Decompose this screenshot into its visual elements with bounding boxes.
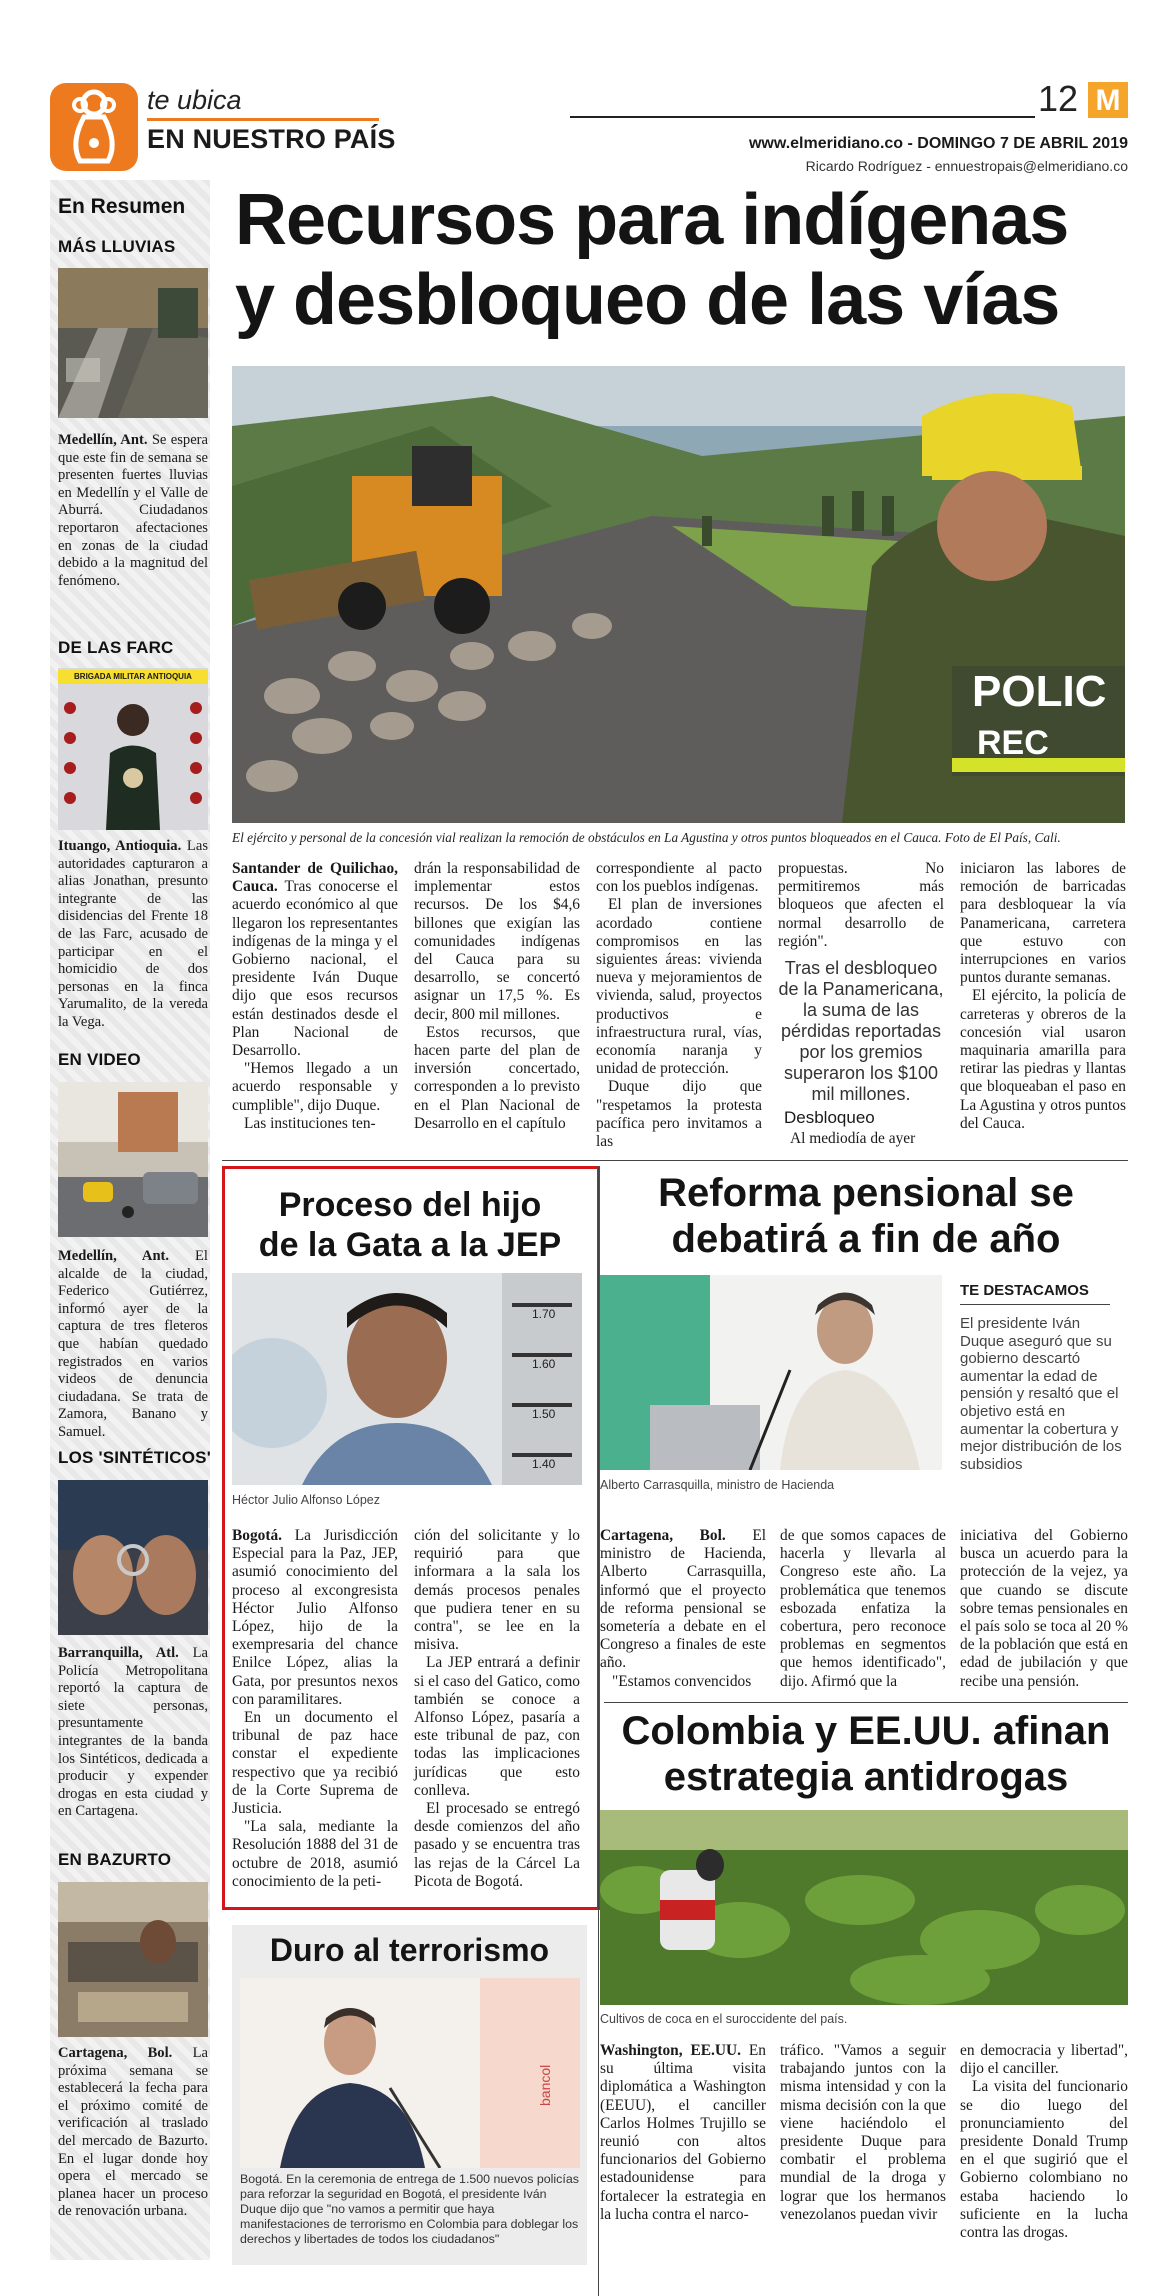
- paragraph: La visita del funcionario se dio luego del pronunciamiento del presidente Donald Trump en el que sugirió que el Gobierno colombiano no estaba haciendo lo suficiente en la lucha contra las drogas.: [960, 2078, 1128, 2242]
- sidebar-item-text: Ituango, Antioquia. Las autoridades capturaron a alias Jonathan, presunto integrante de las disidencias del Frente 18 de las Farc, acusado de participar en el homicidio de dos personas en la finca Yarumalito, de la vereda la Vega.: [58, 838, 208, 1030]
- paragraph: "Estamos convencidos: [612, 1672, 752, 1690]
- section-divider: [147, 118, 379, 121]
- sidebar-title: En Resumen: [58, 195, 186, 218]
- height-mark: 1.50: [532, 1407, 556, 1421]
- pension-column-3: [960, 1527, 1128, 1691]
- pension-column-1: [600, 1527, 766, 1691]
- brand-logo: M: [1088, 82, 1128, 118]
- section-title: EN NUESTRO PAÍS: [147, 124, 396, 154]
- paragraph: Santander de Quilichao, Cauca. Tras conocerse el acuerdo económico al que llegaron los representantes indígenas de la minga y el Gobierno nacional, el presidente Iván Duque dijo que esos recursos están destinados desde el Plan Nacional de Desarrollo.: [232, 860, 398, 1060]
- sidebar-heading: EN VIDEO: [58, 1050, 141, 1069]
- highlight-text: El presidente Iván Duque aseguró que su gobierno descartó aumentar la edad de pensión y resaltó que el objetivo está en aumentar la cobertura y mejor distribución de los subsidios: [960, 1315, 1122, 1473]
- drugs-column-2: [780, 2042, 946, 2224]
- paragraph: Estos recursos, que hacen parte del plan de inversión concertado, corresponden a lo previsto en el Plan Nacional de Desarrollo en el capítulo: [414, 1023, 580, 1132]
- dateline: www.elmeridiano.co - DOMINGO 7 DE ABRIL 2019: [748, 135, 1128, 152]
- sidebar-item-text: Barranquilla, Atl. La Policía Metropolitana reportó la captura de siete personas, presuntamente integrantes de la banda los Sintéticos, dedicada a producir y expender drogas en esta ciudad y en Cartagena.: [58, 1645, 208, 1820]
- drugs-column-3: [960, 2042, 1128, 2242]
- highlight-label: TE DESTACAMOS: [960, 1282, 1089, 1299]
- arrest-photo: [58, 668, 208, 830]
- paragraph: ción del solicitante y lo requirió para que informara a la sala los demás procesos penales que pudiera tener en su contra", se lee en la misiva.: [414, 1527, 580, 1654]
- handcuffs-photo: [58, 1480, 208, 1635]
- sidebar-heading: EN BAZURTO: [58, 1850, 172, 1869]
- paragraph: en democracia y libertad", dijo el canciller.: [960, 2042, 1128, 2078]
- main-story-column-5: [960, 860, 1126, 1133]
- main-story-column-4b: [778, 1130, 944, 1148]
- jep-column-1: [232, 1527, 398, 1891]
- terror-headline: Duro al terrorismo: [269, 1932, 550, 1968]
- height-mark: 1.60: [532, 1357, 556, 1371]
- newspaper-logo-icon: [50, 83, 138, 171]
- paragraph: correspondiente al pacto con los pueblos indígenas.: [596, 860, 762, 896]
- drugs-headline: Colombia y EE.UU. afinan estrategia antidrogas: [621, 1709, 1111, 1799]
- police-vest-text: POLIC: [972, 667, 1107, 716]
- jep-headline: Proceso del hijo de la Gata a la JEP: [258, 1186, 562, 1264]
- byline: Ricardo Rodríguez - ennuestropais@elmeridiano.co: [805, 158, 1128, 174]
- paragraph: En un documento el tribunal de paz hace constar el expediente respectivo que ya recibió de la Corte Suprema de Justicia.: [232, 1709, 398, 1818]
- section-rule: [222, 1160, 1128, 1161]
- mugshot-caption: Héctor Julio Alfonso López: [232, 1493, 381, 1507]
- main-photo-caption: El ejército y personal de la concesión vial realizan la remoción de obstáculos en La Agustina y otros puntos bloqueados en el Cauca. Foto de El País, Cali.: [232, 830, 1061, 845]
- sidebar-item-text: Medellín, Ant. Se espera que este fin de semana se presenten fuertes lluvias en Medellín y el Valle de Aburrá. Ciudadanos reportaron afectaciones en zonas de la ciudad debido a la magnitud del fenómeno.: [58, 432, 209, 589]
- coca-field-photo: [600, 1810, 1128, 2005]
- rain-street-photo: [58, 268, 208, 418]
- paragraph: El procesado se entregó desde comienzos del año pasado y se encuentra tras las rejas de la Cárcel La Picota de Bogotá.: [414, 1800, 580, 1890]
- street-video-photo: [58, 1082, 208, 1237]
- header-rule: [570, 116, 1035, 118]
- banner-text: bancol: [537, 2064, 553, 2106]
- roadblock-photo: [232, 366, 1125, 823]
- section-kicker: te ubica: [147, 85, 242, 115]
- pull-quote: Tras el desbloqueo de la Panamericana, la suma de las pérdidas reportadas por los gremios superaron los $100 mil millones.: [778, 958, 944, 1104]
- pension-column-2: [780, 1527, 946, 1691]
- page-number: 12: [1038, 78, 1079, 119]
- height-mark: 1.40: [532, 1457, 556, 1471]
- paragraph: tráfico. "Vamos a seguir trabajando juntos con la misma intensidad y con la misma decisión con la que viene haciéndolo el presidente Duque para combatir el problema mundial de la droga y lograr que los hermanos venezolanos puedan vivir: [780, 2042, 946, 2223]
- sidebar-heading: DE LAS FARC: [58, 638, 174, 657]
- paragraph: Bogotá. La Jurisdicción Especial para la Paz, JEP, asumió conocimiento del proceso al excongresista Héctor Julio Alfonso López, hijo de la exempresaria del chance Enilce López, alias la Gata, por presuntos nexos con paramilitares.: [232, 1527, 398, 1708]
- sidebar-heading: LOS 'SINTÉTICOS': [58, 1448, 211, 1467]
- paragraph: El plan de inversiones acordado contiene compromisos en las siguientes áreas: vivienda nueva y mejoramientos de vivienda, salud, proyectos productivos e infraestructura rural, vías, economía naranja y unidad de protección.: [596, 896, 762, 1078]
- jep-column-2: [414, 1527, 580, 1891]
- main-story-column-3: [596, 860, 762, 1151]
- section-rule: [604, 1702, 1128, 1703]
- highlight-rule: [960, 1304, 1110, 1305]
- paragraph: iniciativa del Gobierno busca un acuerdo para la protección de la vejez, ya que cuando se discute sobre temas pensionales en el país solo se toca al 20 % de la población que está en edad de jubilación y que recibe una pensión.: [960, 1527, 1128, 1690]
- paragraph: iniciaron las labores de remoción de barricadas para desbloquear la vía Panamericana, carretera que estuvo con interrupciones en varios puntos durante semanas.: [960, 860, 1126, 987]
- minister-caption: Alberto Carrasquilla, ministro de Hacienda: [600, 1478, 835, 1492]
- minister-photo: [600, 1275, 942, 1470]
- paragraph: El ejército, la policía de carreteras y obreros de la concesión vial usaron maquinaria amarilla para retirar las piedras y llantas que bloqueaban el paso en La Agustina y otros puntos del Cauca.: [960, 987, 1126, 1132]
- president-photo: [240, 1978, 580, 2168]
- pension-headline: Reforma pensional se debatirá a fin de año: [658, 1171, 1074, 1261]
- paragraph: La JEP entrará a definir si el caso del Gatico, como también se conoce a Alfonso López, pasaría a este tribunal de paz, con todas las implicaciones jurídicas que esto conlleva.: [414, 1654, 580, 1799]
- market-photo: [58, 1882, 208, 2037]
- main-story-column-4: [778, 860, 944, 951]
- paragraph: Cartagena, Bol. El ministro de Hacienda, Alberto Carrasquilla, informó que el proyecto de reforma pensional se sometería a debate en el Congreso a finales de este año.: [600, 1527, 766, 1672]
- paragraph: "Hemos llegado a un acuerdo responsable y cumplible", dijo Duque.: [232, 1060, 398, 1114]
- paragraph: Duque dijo que "respetamos la protesta pacífica pero invitamos a las: [596, 1078, 762, 1151]
- sidebar-heading: MÁS LLUVIAS: [58, 237, 176, 256]
- paragraph: Al mediodía de ayer: [790, 1130, 916, 1147]
- paragraph: Washington, EE.UU. En su última visita diplomática a Washington (EEUU), el canciller Carlos Holmes Trujillo se reunió con altos funcionarios del Gobierno estadounidense para fortalecer la estrategia en la lucha contra el narco-: [600, 2042, 766, 2223]
- main-headline: Recursos para indígenas y desbloqueo de las vías: [235, 180, 1069, 340]
- terror-caption: Bogotá. En la ceremonia de entrega de 1.500 nuevos policías para reforzar la seguridad en Bogotá, el presidente Iván Duque dijo que "no vamos a permitir que haya manifestaciones de terrorismo en Colombia para doblegar los derechos y libertades de todos los ciudadanos": [240, 2172, 579, 2246]
- paragraph: drán la responsabilidad de implementar estos recursos. De los $4,6 billones que exigían las comunidades indígenas del Cauca para su desarrollo, se concertó asignar un 17,5 %. Es decir, 800 mil millones.: [414, 860, 580, 1023]
- sidebar-item-text: Cartagena, Bol. La próxima semana se establecerá la fecha para el próximo comité de verificación al traslado del mercado de Bazurto. En el lugar donde hoy opera el mercado se planea hacer un proceso de renovación urbana.: [58, 2045, 208, 2220]
- photo-banner-text: BRIGADA MILITAR ANTIOQUIA: [58, 670, 208, 684]
- subheading: Desbloqueo: [784, 1108, 875, 1127]
- paragraph: de que somos capaces de hacerla y llevarla al Congreso este año. La problemática que tenemos esbozada enfatiza la cobertura, pero reconoce problemas en segmentos que hemos identificado", dijo. Afirmó que la: [780, 1527, 946, 1690]
- police-vest-text-2: REC: [977, 724, 1049, 762]
- sidebar-item-text: Medellín, Ant. El alcalde de la ciudad, Federico Gutiérrez, informó ayer de la captura de tres fleteros que habían quedado registrados en varios videos de denuncia ciudadana. Se trata de Zamora, Banano y Samuel.: [58, 1248, 208, 1440]
- mugshot-photo: [232, 1273, 582, 1485]
- paragraph: propuestas. No permitiremos más bloqueos que afecten el normal desarrollo de región".: [778, 860, 944, 950]
- main-story-column-2: [414, 860, 580, 1133]
- main-story-column-1: [232, 860, 398, 1133]
- height-mark: 1.70: [532, 1307, 556, 1321]
- column-rule: [598, 1166, 599, 2296]
- coca-caption: Cultivos de coca en el suroccidente del país.: [600, 2012, 848, 2026]
- paragraph: "La sala, mediante la Resolución 1888 del 31 de octubre de 2018, asumió conocimiento de la peti-: [232, 1818, 398, 1890]
- paragraph: Las instituciones ten-: [244, 1114, 376, 1132]
- drugs-column-1: [600, 2042, 766, 2224]
